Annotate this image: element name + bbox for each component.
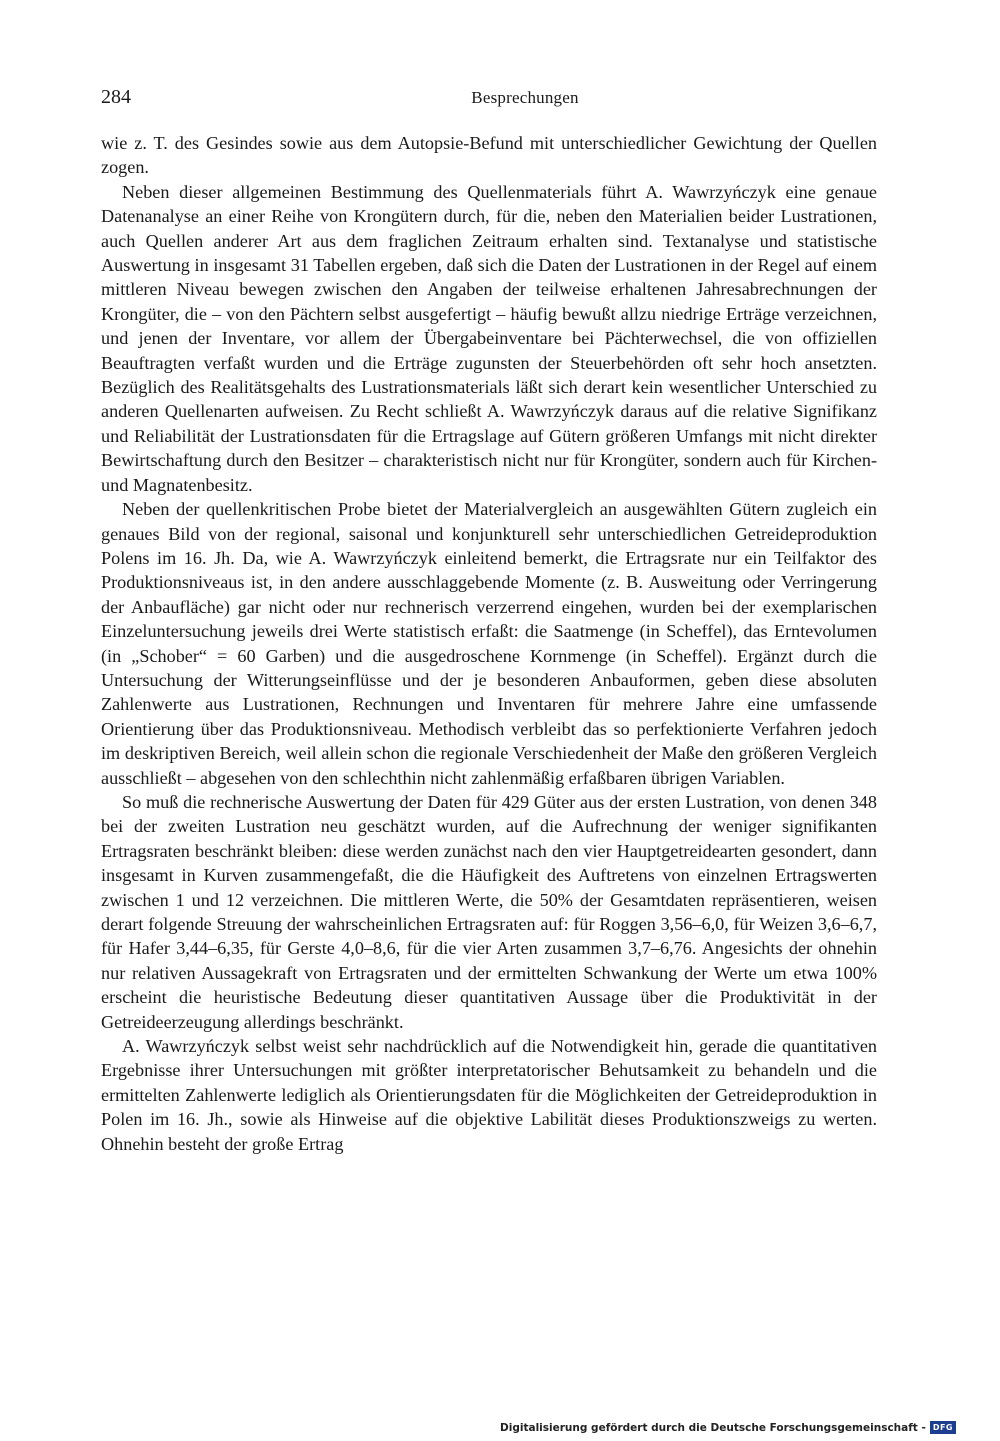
paragraph-1: wie z. T. des Gesindes sowie aus dem Autopsie-Befund mit unterschiedlicher Gewichtung der Quellen zogen. bbox=[101, 133, 877, 178]
paragraph-2: Neben dieser allgemeinen Bestimmung des Quellenmaterials führt A. Wawrzyńczyk eine genaue Datenanalyse an einer Reihe von Krongütern durch, für die, neben den Materialien beider Lustrationen, auch Quellen anderer Art aus dem fraglichen Zeitraum erhalten sind. Textanalyse und statistische Auswertung in insgesamt 31 Tabellen ergeben, daß sich die Daten der Lustrationen in der Regel auf einem mittleren Niveau bewegen zwischen den Angaben der teilweise erhaltenen Jahresabrechnungen der Krongüter, die – von den Pächtern selbst ausgefertigt – häufig bewußt allzu niedrige Erträge verzeichnen, und jenen der Inventare, vor allem der Übergabeinventare bei Pächterwechsel, die von offiziellen Beauftragten verfaßt wurden und die Erträge zugunsten der Steuerbehörden oft sehr hoch ansetzten. Bezüglich des Realitätsgehalts des Lustrationsmaterials läßt sich derart kein wesentlicher Unterschied zu anderen Quellenarten aufweisen. Zu Recht schließt A. Wawrzyńczyk daraus auf die relative Signifikanz und Reliabilität der Lustrationsdaten für die Ertragslage auf Gütern größeren Umfangs mit nicht direkter Bewirtschaftung durch den Besitzer – charakteristisch nicht nur für Krongüter, sondern auch für Kirchen- und Magnatenbesitz. bbox=[101, 181, 877, 495]
paragraph-4: So muß die rechnerische Auswertung der Daten für 429 Güter aus der ersten Lustration, von denen 348 bei der zweiten Lustration neu geschätzt wurden, auf die Aufrechnung der weniger signifikanten Ertragsraten beschränkt bleiben: diese werden zunächst nach den vier Hauptgetreidearten gesondert, dann insgesamt in Kurven zusammengefaßt, die die Häufigkeit des Auftretens von einzelnen Ertragswerten zwischen 1 und 12 verzeichnen. Die mittleren Werte, die 50% der Gesamtdaten repräsentieren, weisen derart folgende Streuung der wahrscheinlichen Ertragsraten auf: für Roggen 3,56–6,0, für Weizen 3,6–6,7, für Hafer 3,44–6,35, für Gerste 4,0–8,6, für die vier Arten zusammen 3,7–6,76. Angesichts der ohnehin nur relativen Aussagekraft von Ertragsraten und der ermittelten Schwankung der Werte um etwa 100% erscheint die heuristische Bedeutung dieser quantitativen Aussage über die Produktivität in der Getreideerzeugung allerdings beschränkt. bbox=[101, 791, 877, 1032]
article-body bbox=[101, 131, 877, 1156]
paragraph-3: Neben der quellenkritischen Probe bietet der Materialvergleich an ausgewählten Gütern zugleich ein genaues Bild von der regional, saisonal und konjunkturell sehr unterschiedlichen Getreideproduktion Polens im 16. Jh. Da, wie A. Wawrzyńczyk einleitend bemerkt, die Ertragsrate nur ein Teilfaktor des Produktionsniveaus ist, in den andere ausschlaggebende Momente (z. B. Ausweitung oder Verringerung der Anbaufläche) gar nicht oder nur rechnerisch verzerrend eingehen, wurden bei der exemplarischen Einzeluntersuchung jeweils drei Werte statistisch erfaßt: die Saatmenge (in Scheffel), das Erntevolumen (in „Schober“ = 60 Garben) und die ausgedroschene Kornmenge (in Scheffel). Ergänzt durch die Untersuchung der Witterungseinflüsse und der je besonderen Anbauformen, geben diese absoluten Zahlenwerte aus Lustrationen, Rechnungen und Inventaren für mehrere Jahre eine umfassende Orientierung über das Produktionsniveau. Methodisch verbleibt das so perfektionierte Verfahren jedoch im deskriptiven Bereich, weil allein schon die regionale Verschiedenheit der Maße den größeren Vergleich ausschließt – abgesehen von den schlechthin nicht zahlenmäßig erfaßbaren übrigen Variablen. bbox=[101, 499, 877, 788]
paragraph-5: A. Wawrzyńczyk selbst weist sehr nachdrücklich auf die Notwendigkeit hin, gerade die quantitativen Ergebnisse ihrer Untersuchungen mit größter interpretatorischer Behutsamkeit zu behandeln und die ermittelten Zahlenwerte lediglich als Orientierungsdaten für die Möglichkeiten der Getreideproduktion in Polen im 16. Jh., sowie als Hinweise auf die objektive Labilität dieses Produktionszweigs zu werten. Ohnehin besteht der große Ertrag bbox=[101, 1036, 877, 1154]
page-number: 284 bbox=[101, 86, 131, 108]
running-head: Besprechungen bbox=[471, 88, 579, 107]
credit-text: Digitalisierung gefördert durch die Deutsche Forschungsgemeinschaft - bbox=[500, 1421, 926, 1434]
digitization-credit bbox=[500, 1421, 956, 1434]
dfg-logo-icon: DFG bbox=[930, 1421, 956, 1434]
